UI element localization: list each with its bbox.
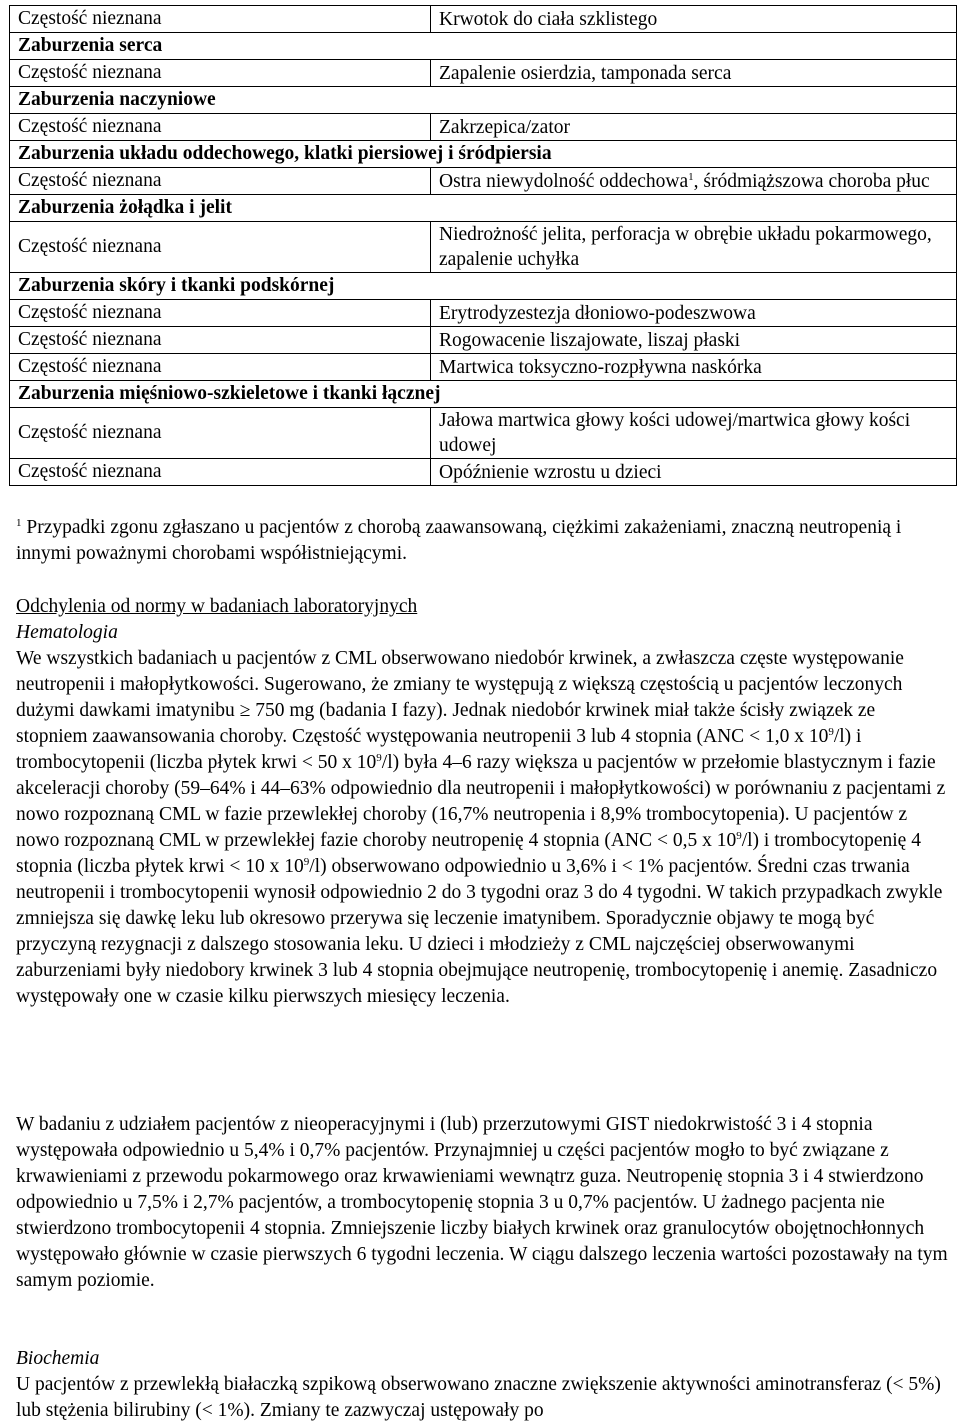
paragraph-segment: /l) i trombocytopenię 4 stopnia (liczba płytek krwi < 10 x 10 [16, 830, 921, 877]
effect-text: Ostra niewydolność oddechowa [439, 170, 689, 192]
subsection-title-hematology: Hematologia [16, 622, 118, 643]
paragraph-biochemistry: U pacjentów z przewlekłą białaczką szpikową obserwowano znaczne zwiększenie aktywności aminotransferaz (< 5%) lub stężenia bilirubiny (< 1%). Zmiany te zazwyczaj ustępowały po [16, 1374, 941, 1421]
adverse-effects-table [9, 5, 957, 486]
category-label: Zaburzenia układu oddechowego, klatki piersiowej i śródpiersia [10, 141, 957, 168]
adverse-effects-table-body [10, 6, 957, 486]
category-label: Zaburzenia żołądka i jelit [10, 195, 957, 222]
paragraph-segment: /l) obserwowano odpowiednio u 3,6% i < 1% pacjentów. Średni czas trwania neutropenii i trombocytopenii wynosił odpowiednio 2 do 3 tygodni oraz 3 do 4 tygodni. W takich przypadkach zwykle zmniejsza się dawkę leku lub okresowo przerywa się leczenie imatynibem. Sporadycznie objawy te mogą być przyczyną rezygnacji z dalszego stosowania leku. U dzieci i młodzieży z CML najczęściej obserwowanymi zaburzeniami były niedobory krwinek 3 lub 4 stopnia obejmujące neutropenię, trombocytopenię i anemię. Zasadniczo występowały one w czasie kilku pierwszych miesięcy leczenia. [16, 856, 943, 1007]
frequency-cell: Częstość nieznana [10, 114, 431, 141]
table-row [10, 222, 957, 273]
frequency-cell: Częstość nieznana [10, 60, 431, 87]
effect-cell: Zapalenie osierdzia, tamponada serca [431, 60, 957, 87]
frequency-cell: Częstość nieznana [10, 327, 431, 354]
paragraph-segment: /l) i trombocytopenii (liczba płytek krwi < 50 x 10 [16, 726, 862, 773]
paragraph-segment: /l) była 4–6 razy większa u pacjentów w przełomie blastycznym i fazie akceleracji choroby (59–64% i 44–63% odpowiednio dla neutropenii i małopłytkowości) w porównaniu z pacjentami z nowo rozpoznaną CML w fazie przewlekłej choroby (16,7% neutropenia i 8,9% trombocytopenia). U pacjentów z nowo rozpoznaną CML w przewlekłej fazie choroby neutropenię 4 stopnia (ANC < 0,5 x 10 [16, 752, 946, 851]
footnote-marker: 1 [16, 517, 22, 529]
effect-cell: Martwica toksyczno-rozpływna naskórka [431, 354, 957, 381]
effect-cell: Opóźnienie wzrostu u dzieci [431, 459, 957, 486]
subsection-title-biochemistry: Biochemia [16, 1348, 100, 1369]
effect-cell: Zakrzepica/zator [431, 114, 957, 141]
table-row [10, 6, 957, 33]
paragraph-segment: We wszystkich badaniach u pacjentów z CML obserwowano niedobór krwinek, a zwłaszcza częste występowanie neutropenii i małopłytkowości. Sugerowano, że zmiany te występują z większą częstością u pacjentów leczonych dużymi dawkami imatynibu ≥ 750 mg (badania I fazy). Jednak niedobór krwinek miał także ścisły związek ze stopniem zaawansowania choroby. Częstość występowania neutropenii 3 lub 4 stopnia (ANC < 1,0 x 10 [16, 648, 904, 747]
effect-cell: Rogowacenie liszajowate, liszaj płaski [431, 327, 957, 354]
category-row [10, 273, 957, 300]
frequency-cell: Częstość nieznana [10, 6, 431, 33]
effect-cell: Erytrodyzestezja dłoniowo-podeszwowa [431, 300, 957, 327]
effect-cell: Krwotok do ciała szklistego [431, 6, 957, 33]
category-row [10, 141, 957, 168]
footnote [16, 515, 946, 567]
superscript: 9 [303, 856, 310, 868]
superscript: 9 [736, 830, 742, 842]
superscript: 9 [828, 726, 834, 738]
effect-cell [431, 168, 957, 195]
category-row [10, 195, 957, 222]
section-title-lab: Odchylenia od normy w badaniach laboratoryjnych [16, 596, 418, 617]
frequency-cell: Częstość nieznana [10, 300, 431, 327]
table-row [10, 354, 957, 381]
frequency-cell: Częstość nieznana [10, 459, 431, 486]
paragraph-hematology-gist: W badaniu z udziałem pacjentów z nieoperacyjnymi i (lub) przerzutowymi GIST niedokrwistość 3 i 4 stopnia występowała odpowiednio u 5,4% i 0,7% pacjentów. Przynajmniej u części pacjentów mogło to być związane z krwawieniami z przewodu pokarmowego oraz krwawieniami wewnątrz guza. Neutropenię stopnia 3 i 4 stwierdzono odpowiednio u 7,5% i 2,7% pacjentów, a trombocytopenię stopnia 3 u 0,7% pacjentów. U żadnego pacjenta nie stwierdzono trombocytopenii 4 stopnia. Zmniejszenie liczby białych krwinek oraz granulocytów obojętnochłonnych występowało głównie w czasie pierwszych 6 tygodni leczenia. W ciągu dalszego leczenia wartości pozostawały na tym samym poziomie. [16, 1114, 948, 1291]
table-row [10, 459, 957, 486]
footnote-text: Przypadki zgonu zgłaszano u pacjentów z chorobą zaawansowaną, ciężkimi zakażeniami, znaczną neutropenią i innymi poważnymi chorobami współistniejącymi. [16, 517, 902, 564]
table-row [10, 114, 957, 141]
frequency-cell: Częstość nieznana [10, 408, 431, 459]
category-row [10, 33, 957, 60]
table-row [10, 60, 957, 87]
category-row [10, 87, 957, 114]
category-label: Zaburzenia mięśniowo-szkieletowe i tkanki łącznej [10, 381, 957, 408]
table-row [10, 327, 957, 354]
table-row [10, 168, 957, 195]
category-label: Zaburzenia serca [10, 33, 957, 60]
paragraph-hematology-cml [16, 646, 948, 1010]
footnote-ref: 1 [688, 170, 694, 183]
effect-cell: Jałowa martwica głowy kości udowej/martwica głowy kości udowej [431, 408, 957, 459]
category-label: Zaburzenia skóry i tkanki podskórnej [10, 273, 957, 300]
effect-cell: Niedrożność jelita, perforacja w obrębie układu pokarmowego, zapalenie uchyłka [431, 222, 957, 273]
table-row [10, 300, 957, 327]
category-row [10, 381, 957, 408]
effect-text: , śródmiąższowa choroba płuc [693, 170, 930, 192]
frequency-cell: Częstość nieznana [10, 222, 431, 273]
category-label: Zaburzenia naczyniowe [10, 87, 957, 114]
frequency-cell: Częstość nieznana [10, 354, 431, 381]
superscript: 9 [376, 752, 382, 764]
frequency-cell: Częstość nieznana [10, 168, 431, 195]
table-row [10, 408, 957, 459]
